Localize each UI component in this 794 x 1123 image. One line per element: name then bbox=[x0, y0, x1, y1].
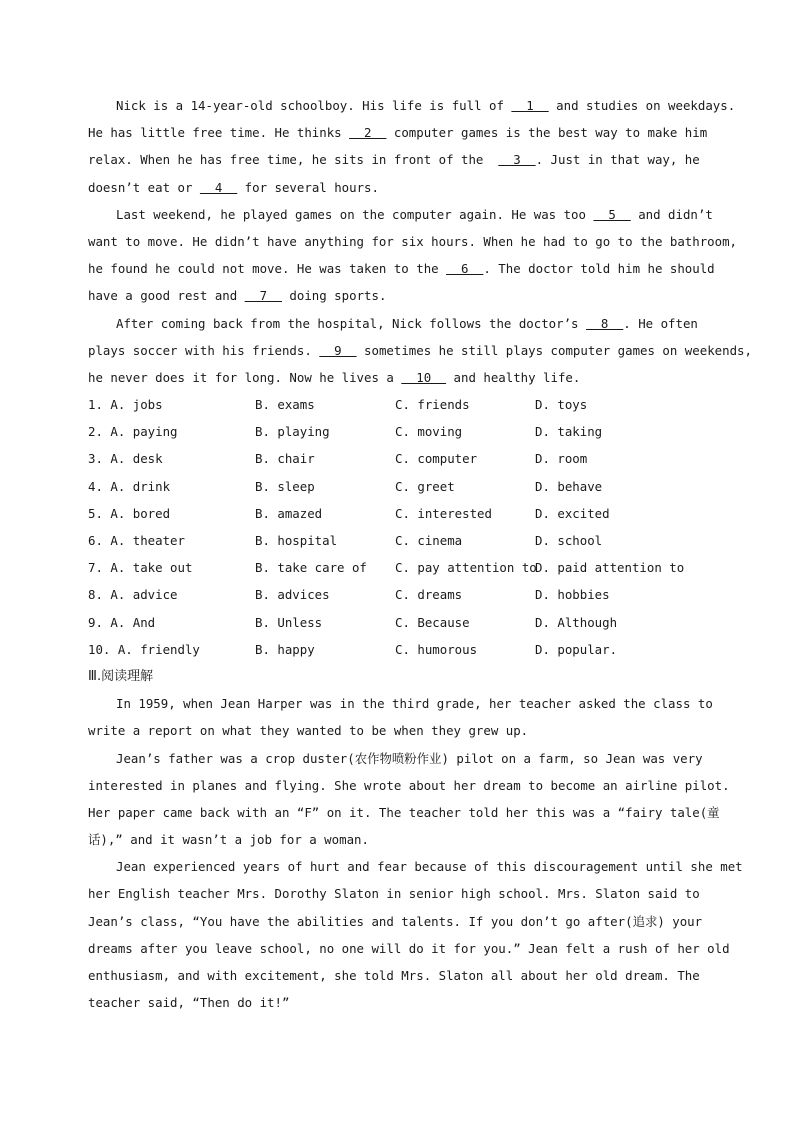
text-line bbox=[88, 799, 720, 826]
option-row bbox=[88, 581, 708, 608]
option-d: D. popular. bbox=[535, 641, 618, 657]
option-row bbox=[88, 554, 708, 581]
paragraph bbox=[88, 92, 736, 201]
answer-blank: 7 bbox=[244, 288, 282, 304]
text-segment: doing sports. bbox=[281, 288, 387, 304]
option-row bbox=[88, 445, 708, 472]
option-d: D. behave bbox=[535, 478, 603, 494]
option-b: B. exams bbox=[255, 397, 315, 413]
text-line bbox=[88, 201, 713, 228]
text-line bbox=[88, 337, 752, 364]
text-segment: . Just in that way, he bbox=[535, 152, 700, 168]
option-c: C. humorous bbox=[395, 641, 478, 657]
text-segment: for several hours. bbox=[237, 179, 379, 195]
option-a: 7. A. take out bbox=[88, 560, 193, 576]
text-segment: He has little free time. He thinks bbox=[88, 125, 350, 141]
option-a: 8. A. advice bbox=[88, 587, 178, 603]
text-line bbox=[88, 146, 708, 173]
paragraph bbox=[88, 690, 713, 744]
text-line bbox=[88, 826, 708, 853]
text-segment: Last weekend, he played games on the computer again. He was too bbox=[116, 206, 594, 222]
answer-blank: 8 bbox=[585, 315, 624, 331]
answer-blank: 5 bbox=[593, 206, 631, 222]
option-c: C. dreams bbox=[395, 587, 463, 603]
option-row bbox=[88, 500, 708, 527]
text-segment: and didn’t bbox=[630, 206, 713, 222]
text-segment: After coming back from the hospital, Nick follows the doctor’s bbox=[116, 315, 586, 331]
text-segment: relax. When he has free time, he sits in front of the bbox=[88, 152, 499, 168]
option-row bbox=[88, 473, 708, 500]
text-line bbox=[88, 745, 708, 772]
text-segment: . He often bbox=[623, 315, 698, 331]
text-segment: teacher said, “Then do it!” bbox=[88, 995, 290, 1011]
option-a: 9. A. And bbox=[88, 614, 156, 630]
option-a: 5. A. bored bbox=[88, 505, 171, 521]
text-line bbox=[88, 935, 730, 962]
text-segment: plays soccer with his friends. bbox=[88, 342, 320, 358]
text-segment: want to move. He didn’t have anything for six hours. When he had to go to the bathroom, bbox=[88, 233, 738, 249]
option-b: B. amazed bbox=[255, 505, 323, 521]
option-row bbox=[88, 609, 708, 636]
text-line bbox=[88, 880, 708, 907]
section-heading: Ⅲ.阅读理解 bbox=[88, 668, 154, 684]
answer-blank: 10 bbox=[401, 369, 447, 385]
option-a: 10. A. friendly bbox=[88, 641, 200, 657]
option-a: 4. A. drink bbox=[88, 478, 171, 494]
option-row bbox=[88, 636, 708, 663]
paragraph bbox=[88, 745, 730, 854]
text-line bbox=[88, 228, 738, 255]
option-a: 3. A. desk bbox=[88, 451, 163, 467]
option-a: 6. A. theater bbox=[88, 533, 185, 548]
text-segment: Nick is a 14-year-old schoolboy. His life is full of bbox=[116, 98, 512, 113]
option-row bbox=[88, 527, 708, 554]
option-c: C. moving bbox=[395, 424, 463, 440]
option-d: D. Although bbox=[535, 614, 618, 630]
answer-blank: 2 bbox=[349, 125, 387, 141]
option-c: C. interested bbox=[395, 505, 492, 521]
text-segment: enthusiasm, and with excitement, she told Mrs. Slaton all about her old dream. The bbox=[88, 968, 700, 983]
cloze-passage bbox=[88, 92, 752, 391]
option-b: B. take care of bbox=[255, 560, 367, 576]
text-line bbox=[88, 690, 713, 717]
text-segment: he found he could not move. He was taken to the bbox=[88, 261, 447, 277]
answer-blank: 1 bbox=[511, 98, 549, 113]
answer-blank: 9 bbox=[319, 342, 357, 358]
option-b: B. hospital bbox=[255, 533, 338, 548]
text-segment: dreams after you leave school, no one will do it for you.” Jean felt a rush of her old bbox=[88, 940, 730, 956]
text-segment: . The doctor told him he should bbox=[483, 261, 715, 277]
option-c: C. computer bbox=[395, 451, 478, 467]
text-segment: computer games is the best way to make him bbox=[386, 125, 708, 141]
text-line bbox=[88, 92, 736, 119]
text-line bbox=[88, 364, 708, 391]
option-c: C. greet bbox=[395, 478, 455, 494]
option-a: 2. A. paying bbox=[88, 424, 178, 440]
answer-options bbox=[88, 391, 708, 663]
answer-blank: 3 bbox=[498, 152, 536, 168]
option-c: C. pay attention to bbox=[395, 560, 537, 576]
option-a: 1. A. jobs bbox=[88, 397, 163, 413]
text-segment: Jean’s class, “You have the abilities and talents. If you don’t go after(追求) your bbox=[88, 913, 703, 929]
option-b: B. happy bbox=[255, 641, 315, 657]
text-line bbox=[88, 989, 708, 1016]
text-segment: sometimes he still plays computer games on weekends, bbox=[356, 342, 752, 358]
paragraph bbox=[88, 310, 752, 392]
option-b: B. Unless bbox=[255, 614, 323, 630]
text-line bbox=[88, 310, 708, 337]
option-c: C. friends bbox=[395, 397, 470, 413]
option-b: B. sleep bbox=[255, 478, 315, 494]
option-row bbox=[88, 418, 708, 445]
text-line bbox=[88, 282, 708, 309]
text-segment: Her paper came back with an “F” on it. The teacher told her this was a “fairy tale(童 bbox=[88, 804, 720, 820]
text-segment: interested in planes and flying. She wrote about her dream to become an airline pilot. bbox=[88, 777, 730, 793]
text-segment: Jean’s father was a crop duster(农作物喷粉作业) pilot on a farm, so Jean was very bbox=[116, 750, 703, 766]
option-row bbox=[88, 391, 708, 418]
text-segment: write a report on what they wanted to be when they grew up. bbox=[88, 723, 529, 739]
option-c: C. cinema bbox=[395, 533, 463, 548]
reading-passage bbox=[88, 690, 743, 1016]
option-d: D. hobbies bbox=[535, 587, 610, 603]
text-line bbox=[88, 962, 708, 989]
option-b: B. chair bbox=[255, 451, 315, 467]
document-page bbox=[88, 92, 752, 1016]
option-d: D. paid attention to bbox=[535, 560, 685, 576]
text-line bbox=[88, 772, 730, 799]
option-d: D. school bbox=[535, 533, 603, 548]
text-line bbox=[88, 908, 708, 935]
text-segment: have a good rest and bbox=[88, 288, 245, 304]
text-line bbox=[88, 174, 708, 201]
text-segment: doesn’t eat or bbox=[88, 179, 200, 195]
text-line bbox=[88, 717, 708, 744]
option-d: D. toys bbox=[535, 397, 588, 413]
text-segment: Jean experienced years of hurt and fear because of this discouragement until she met bbox=[116, 859, 743, 875]
option-d: D. excited bbox=[535, 505, 610, 521]
paragraph bbox=[88, 201, 738, 310]
text-segment: and healthy life. bbox=[446, 369, 581, 385]
option-d: D. room bbox=[535, 451, 588, 467]
paragraph bbox=[88, 853, 743, 1016]
text-line bbox=[88, 853, 743, 880]
option-d: D. taking bbox=[535, 424, 603, 440]
text-line bbox=[88, 119, 708, 146]
option-b: B. playing bbox=[255, 424, 330, 440]
text-segment: and studies on weekdays. bbox=[548, 98, 736, 113]
option-c: C. Because bbox=[395, 614, 470, 630]
answer-blank: 4 bbox=[199, 179, 238, 195]
text-segment: he never does it for long. Now he lives a bbox=[88, 369, 402, 385]
text-line bbox=[88, 255, 715, 282]
answer-blank: 6 bbox=[446, 261, 484, 277]
text-segment: 话),” and it wasn’t a job for a woman. bbox=[88, 832, 369, 848]
text-segment: her English teacher Mrs. Dorothy Slaton in senior high school. Mrs. Slaton said to bbox=[88, 886, 700, 902]
option-b: B. advices bbox=[255, 587, 330, 603]
text-segment: In 1959, when Jean Harper was in the third grade, her teacher asked the class to bbox=[116, 696, 713, 712]
